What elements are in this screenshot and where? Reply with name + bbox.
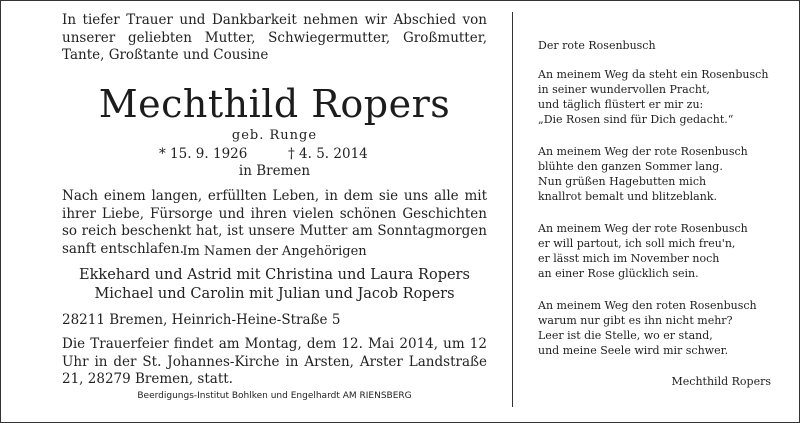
obituary-text: Nach einem langen, erfüllten Leben, in dem sie uns alle mit ihrer Liebe, Fürsorge und ihren vielen schönen Geschichten so reich beschenkt hat, ist unsere Mutter am Sonntagmorgen sanft entschlafen.: [62, 188, 487, 257]
death-date: † 4. 5. 2014: [288, 146, 368, 162]
death-place: in Bremen: [238, 163, 311, 179]
poem: [538, 38, 778, 375]
poem-line: An meinem Weg den roten Rosenbusch: [538, 299, 757, 312]
poem-line: er lässt mich im November noch: [538, 252, 720, 265]
poem-line: Leer ist die Stelle, wo er stand,: [538, 329, 713, 342]
poem-signature: Mechthild Ropers: [671, 375, 771, 388]
birth-date: * 15. 9. 1926: [159, 146, 248, 162]
family-line-2: Michael und Carolin mit Julian und Jacob Ropers: [94, 286, 455, 302]
poem-stanza: [538, 144, 778, 204]
poem-line: An meinem Weg da steht ein Rosenbusch: [538, 68, 769, 81]
poem-stanza: [538, 67, 778, 127]
poem-stanza: [538, 298, 778, 358]
family-heading: Im Namen der Angehörigen: [182, 244, 367, 259]
poem-line: er will partout, ich soll mich freu'n,: [538, 237, 736, 250]
intro-text: In tiefer Trauer und Dankbarkeit nehmen wir Abschied von unserer geliebten Mutter, Schwiegermutter, Großmutter, Tante, Großtante und Cousine: [62, 12, 487, 63]
maiden-name: geb. Runge: [231, 128, 318, 143]
poem-line: und meine Seele wird mir schwer.: [538, 344, 729, 357]
funeral-info: Die Trauerfeier findet am Montag, dem 12. Mai 2014, um 12 Uhr in der St. Johannes-Kirche in Arsten, Arster Landstraße 21, 28279 Bremen, statt.: [62, 336, 487, 387]
poem-line: in seiner wundervollen Pracht,: [538, 83, 710, 96]
family-line-1: Ekkehard und Astrid mit Christina und Laura Ropers: [79, 267, 470, 283]
deceased-name: Mechthild Ropers: [98, 82, 451, 126]
poem-line: An meinem Weg der rote Rosenbusch: [538, 145, 748, 158]
poem-line: „Die Rosen sind für Dich gedacht.“: [538, 113, 734, 126]
column-divider: [512, 12, 513, 407]
poem-line: warum nur gibt es ihn nicht mehr?: [538, 314, 733, 327]
poem-line: An meinem Weg der rote Rosenbusch: [538, 222, 748, 235]
undertaker: Beerdigungs-Institut Bohlken und Engelhardt AM RIENSBERG: [137, 391, 412, 401]
poem-line: blühte den ganzen Sommer lang.: [538, 160, 723, 173]
address: 28211 Bremen, Heinrich-Heine-Straße 5: [62, 312, 341, 328]
poem-title: Der rote Rosenbusch: [538, 39, 656, 52]
poem-line: an einer Rose glücklich sein.: [538, 267, 699, 280]
poem-stanza: [538, 221, 778, 281]
poem-line: Nun grüßen Hagebutten mich: [538, 175, 707, 188]
poem-line: knallrot bemalt und blitzeblank.: [538, 190, 717, 203]
poem-line: und täglich flüstert er mir zu:: [538, 98, 704, 111]
